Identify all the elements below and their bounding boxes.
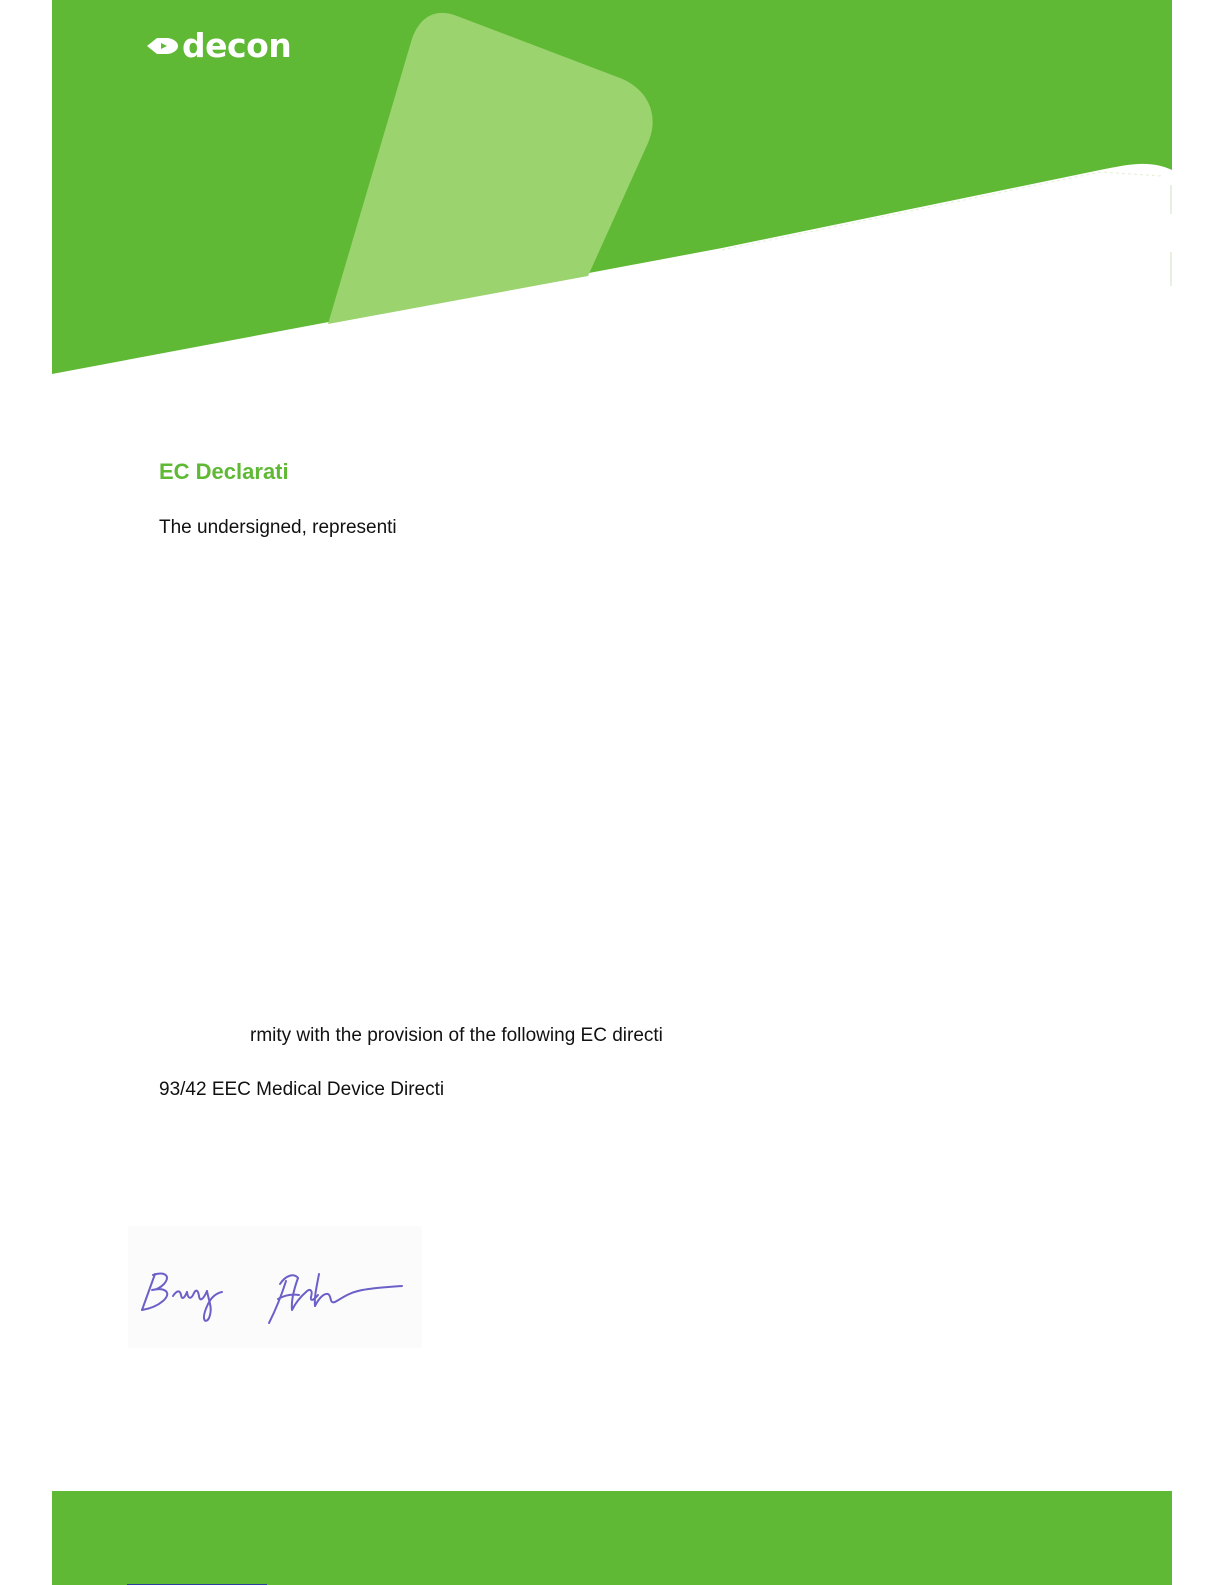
- intro-text: The undersigned, representi: [159, 517, 397, 538]
- handwritten-signature: [128, 1226, 422, 1348]
- decon-logo: [146, 26, 291, 66]
- footer-band: [52, 1491, 1172, 1585]
- directive-text: 93/42 EEC Medical Device Directi: [159, 1079, 445, 1100]
- logo-wordmark: decon: [182, 26, 292, 65]
- decon-arrow-icon: [146, 35, 180, 57]
- document-title: EC Declarati: [159, 459, 289, 484]
- conformity-text: rmity with the provision of the following EC directi: [250, 1025, 663, 1046]
